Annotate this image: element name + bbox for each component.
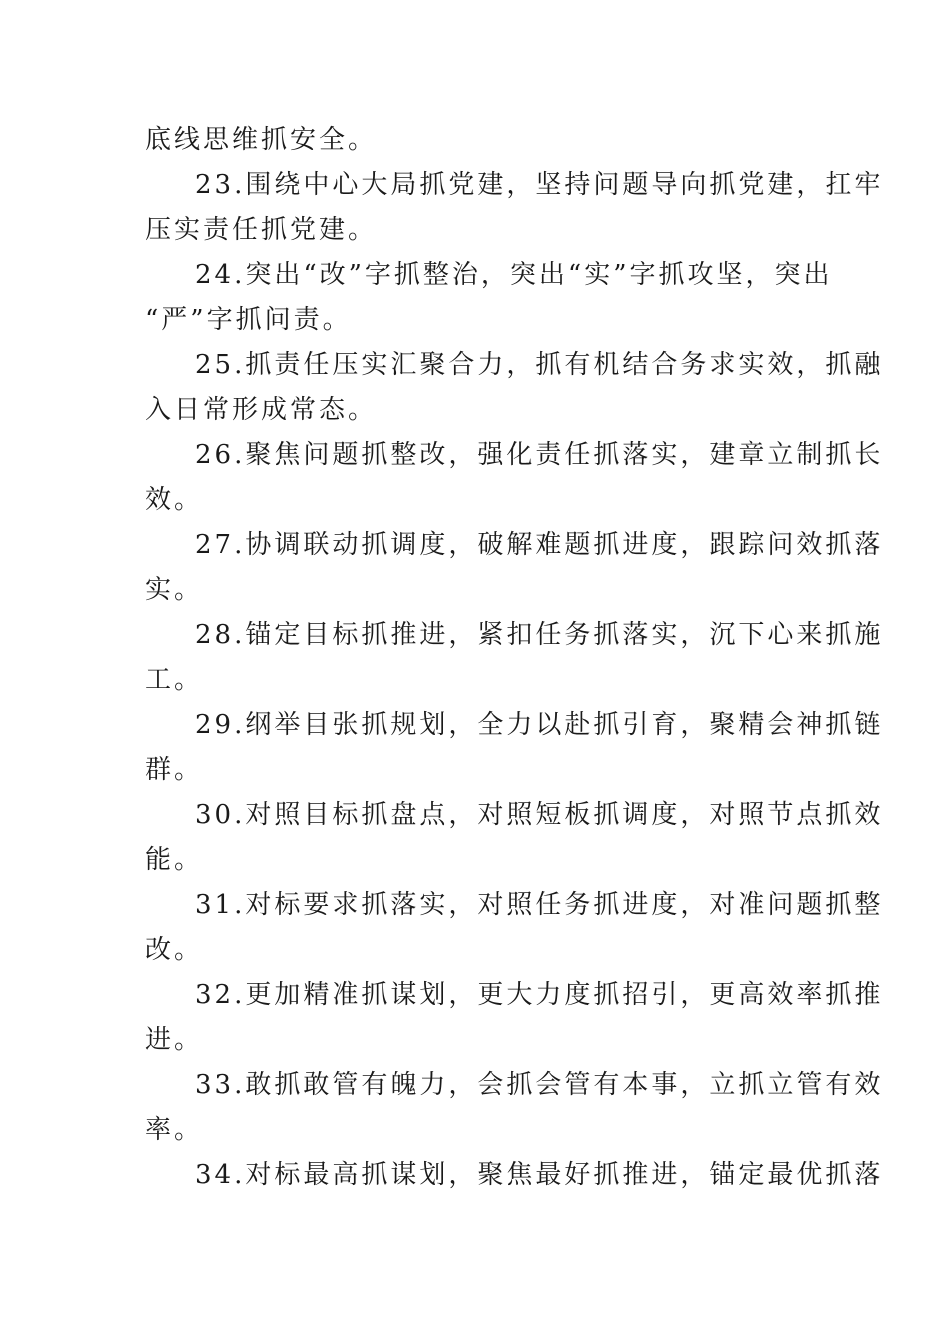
list-item-27: 27.协调联动抓调度，破解难题抓进度，跟踪问效抓落 [195, 530, 884, 560]
text-line-continuation: 效。 [145, 485, 204, 515]
list-item-26: 26.聚焦问题抓整改，强化责任抓落实，建章立制抓长 [195, 440, 884, 470]
list-item-32: 32.更加精准抓谋划，更大力度抓招引，更高效率抓推 [195, 980, 884, 1010]
text-line-continuation: 群。 [145, 755, 204, 785]
list-item-24: 24.突出“改”字抓整治，突出“实”字抓攻坚，突出 [195, 260, 833, 290]
list-item-33: 33.敢抓敢管有魄力，会抓会管有本事，立抓立管有效 [195, 1070, 884, 1100]
document-body [145, 118, 884, 1198]
list-item-29: 29.纲举目张抓规划，全力以赴抓引育，聚精会神抓链 [195, 710, 884, 740]
text-line-continuation: 入日常形成常态。 [145, 395, 378, 425]
text-line-continuation: 进。 [145, 1025, 204, 1055]
list-item-25: 25.抓责任压实汇聚合力，抓有机结合务求实效，抓融 [195, 350, 884, 380]
list-item-28: 28.锚定目标抓推进，紧扣任务抓落实，沉下心来抓施 [195, 620, 884, 650]
text-line-continuation: 改。 [145, 935, 204, 965]
text-line-continuation: 压实责任抓党建。 [145, 215, 378, 245]
text-line-continuation: 工。 [145, 665, 204, 695]
text-line-continuation: “严”字抓问责。 [145, 305, 352, 335]
list-item-34: 34.对标最高抓谋划，聚焦最好抓推进，锚定最优抓落 [195, 1160, 884, 1190]
list-item-23: 23.围绕中心大局抓党建，坚持问题导向抓党建，扛牢 [195, 170, 884, 200]
list-item-31: 31.对标要求抓落实，对照任务抓进度，对准问题抓整 [195, 890, 884, 920]
text-line-continuation: 底线思维抓安全。 [145, 125, 378, 155]
text-line-continuation: 能。 [145, 845, 204, 875]
text-line-continuation: 率。 [145, 1115, 204, 1145]
text-line-continuation: 实。 [145, 575, 204, 605]
list-item-30: 30.对照目标抓盘点，对照短板抓调度，对照节点抓效 [195, 800, 884, 830]
